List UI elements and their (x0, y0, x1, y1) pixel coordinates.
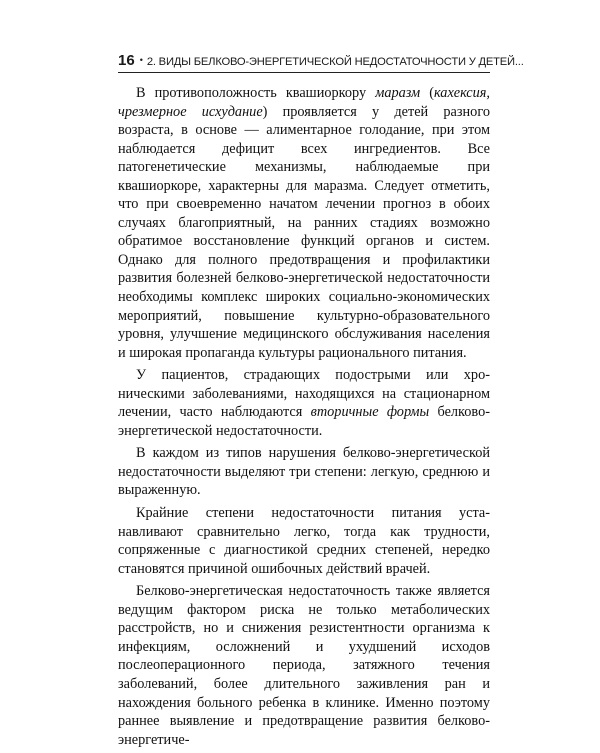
paragraph-diagnosis: Крайние степени недостаточности питания устанавливают сравнительно легко, тогда как трудности, сопряженные с диагностикой средних степеней, нередко становятся причиной ошибочных действий врачей. (118, 505, 490, 577)
term-cachexia: кахексия, чрезмерное исхудание (118, 85, 490, 120)
paragraph-risk-factor: Белково-энергетическая недостаточность также является ведущим фактором риска не только метаболических расстройств, но и снижения резистентности организма к инфекциям, осложнений и ухудшений исходов послеоперационного периода, затяжного течения заболеваний, более длительного заживления ран и нахождения больного ребенка в клинике. Именно поэтому раннее выявление и предотвращение развития белково-энергетиче- (118, 583, 490, 748)
term-secondary-forms: вторичные формы (310, 404, 430, 421)
paragraph-text: В противоположность квашиоркору (136, 85, 376, 101)
header-divider (118, 72, 490, 73)
paragraph-text: ) проявляется у детей разного возраста, в основе — алиментарное голодание, при этом наблюдается дефицит всех ингредиентов. Все патогенетические механизмы, наблюдаемые при квашиоркоре, характерны для маразма. Следует отметить, что при своевременно начатом лечении прогноз в обоих случаях благоприятный, на ранних стадиях возможно обратимое восстановление функций органов и систем. Однако для полного предотвращения и профилактики развития болезней белково-энергетической недостаточности необходимы комплекс широких социально-экономических мероприятий, повышение культурно-образовательного уровня, улучшение медицинского обслуживания населения и широкая пропаганда культуры рационального питания. (118, 103, 490, 361)
paragraph-text: ( (420, 85, 434, 101)
paragraph-secondary-forms (118, 366, 490, 440)
body-text (118, 84, 490, 753)
running-header (118, 52, 524, 72)
paragraph-text: У пациентов, страдающих подострыми или хроническими заболеваниями, находящихся на стационарном лечении, часто наблюдаются (118, 367, 490, 421)
paragraph-text: белково-энергетической недостаточности. (118, 404, 490, 439)
running-title: 2. ВИДЫ БЕЛКОВО-ЭНЕРГЕТИЧЕСКОЙ НЕДОСТАТОЧНОСТИ У ДЕТЕЙ... (146, 56, 524, 68)
page-number: 16 (118, 52, 135, 69)
header-bullet: • (139, 55, 143, 65)
paragraph-degrees: В каждом из типов нарушения белково-энергетической недостаточности выделяют три степени: легкую, среднюю и выраженную. (118, 445, 490, 499)
paragraph-marasmus (118, 84, 490, 362)
term-marasmus: маразм (375, 85, 421, 101)
